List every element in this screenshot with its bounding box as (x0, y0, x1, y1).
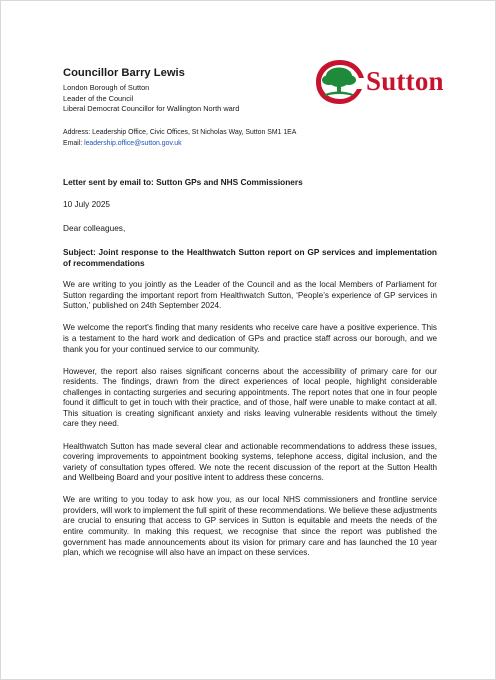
body-paragraph: However, the report also raises significant concerns about the accessibility of primary care for our residents. The findings, drawn from the direct experiences of local people, highlight considerable challenges in contacting surgeries and securing appointments. The report notes that one in four people found it difficult to get in touch with their practice, and of those, half were unable to make contact at all. This situation is creating significant anxiety and risks leaving vulnerable residents without the timely care they need. (63, 366, 437, 429)
sutton-council-logo (313, 57, 475, 107)
email-link[interactable]: leadership.office@sutton.gov.uk (84, 139, 182, 147)
address-line: Address: Leadership Office, Civic Offices, St Nicholas Way, Sutton SM1 1EA (63, 129, 297, 136)
logo-wordmark: Sutton (366, 66, 444, 96)
subject-line: Subject: Joint response to the Healthwatch Sutton report on GP services and implementation of recommendations (63, 247, 437, 268)
recipients-line: Letter sent by email to: Sutton GPs and NHS Commissioners (63, 177, 303, 187)
sender-role: Leader of the Council (63, 93, 134, 103)
contact-block (63, 128, 443, 149)
letter-body (63, 177, 437, 570)
salutation: Dear colleagues, (63, 223, 126, 233)
email-line (63, 139, 443, 150)
body-paragraph: We welcome the report's finding that many residents who receive care have a positive experience. This is a testament to the hard work and dedication of GPs and practice staff across our borough, and we thank you for your continued service to our community. (63, 323, 437, 354)
body-paragraph: We are writing to you jointly as the Leader of the Council and as the local Members of Parliament for Sutton regarding the important report from Healthwatch Sutton, ‘People’s experience of GP services in Sutton,’ published on 24th September 2024. (63, 280, 437, 311)
email-label: Email: (63, 139, 85, 147)
tree-emblem-icon (313, 57, 367, 107)
sender-ward: Liberal Democrat Councillor for Wallington North ward (63, 104, 240, 114)
letter-date: 10 July 2025 (63, 199, 111, 209)
body-paragraph: Healthwatch Sutton has made several clear and actionable recommendations to address these issues, covering improvements to appointment booking systems, telephone access, digital inclusion, and the variety of consultation types offered. We note the recent discussion of the report at the Sutton Health and Wellbeing Board and your positive intent to address these concerns. (63, 441, 437, 483)
sender-name: Councillor Barry Lewis (63, 67, 185, 79)
sender-organisation: London Borough of Sutton (63, 83, 150, 92)
body-paragraph: We are writing to you today to ask how you, as our local NHS commissioners and frontline service providers, will work to implement the full spirit of these recommendations. We believe these adjustments are crucial to ensuring that access to GP services in Sutton is equitable and meets the needs of the entire community. In making this request, we recognise that since the report was published the government has made announcements about its vision for primary care and has launched the 10 year plan, which we recognise will also have an impact on these services. (63, 495, 437, 558)
sender-block (63, 67, 313, 115)
